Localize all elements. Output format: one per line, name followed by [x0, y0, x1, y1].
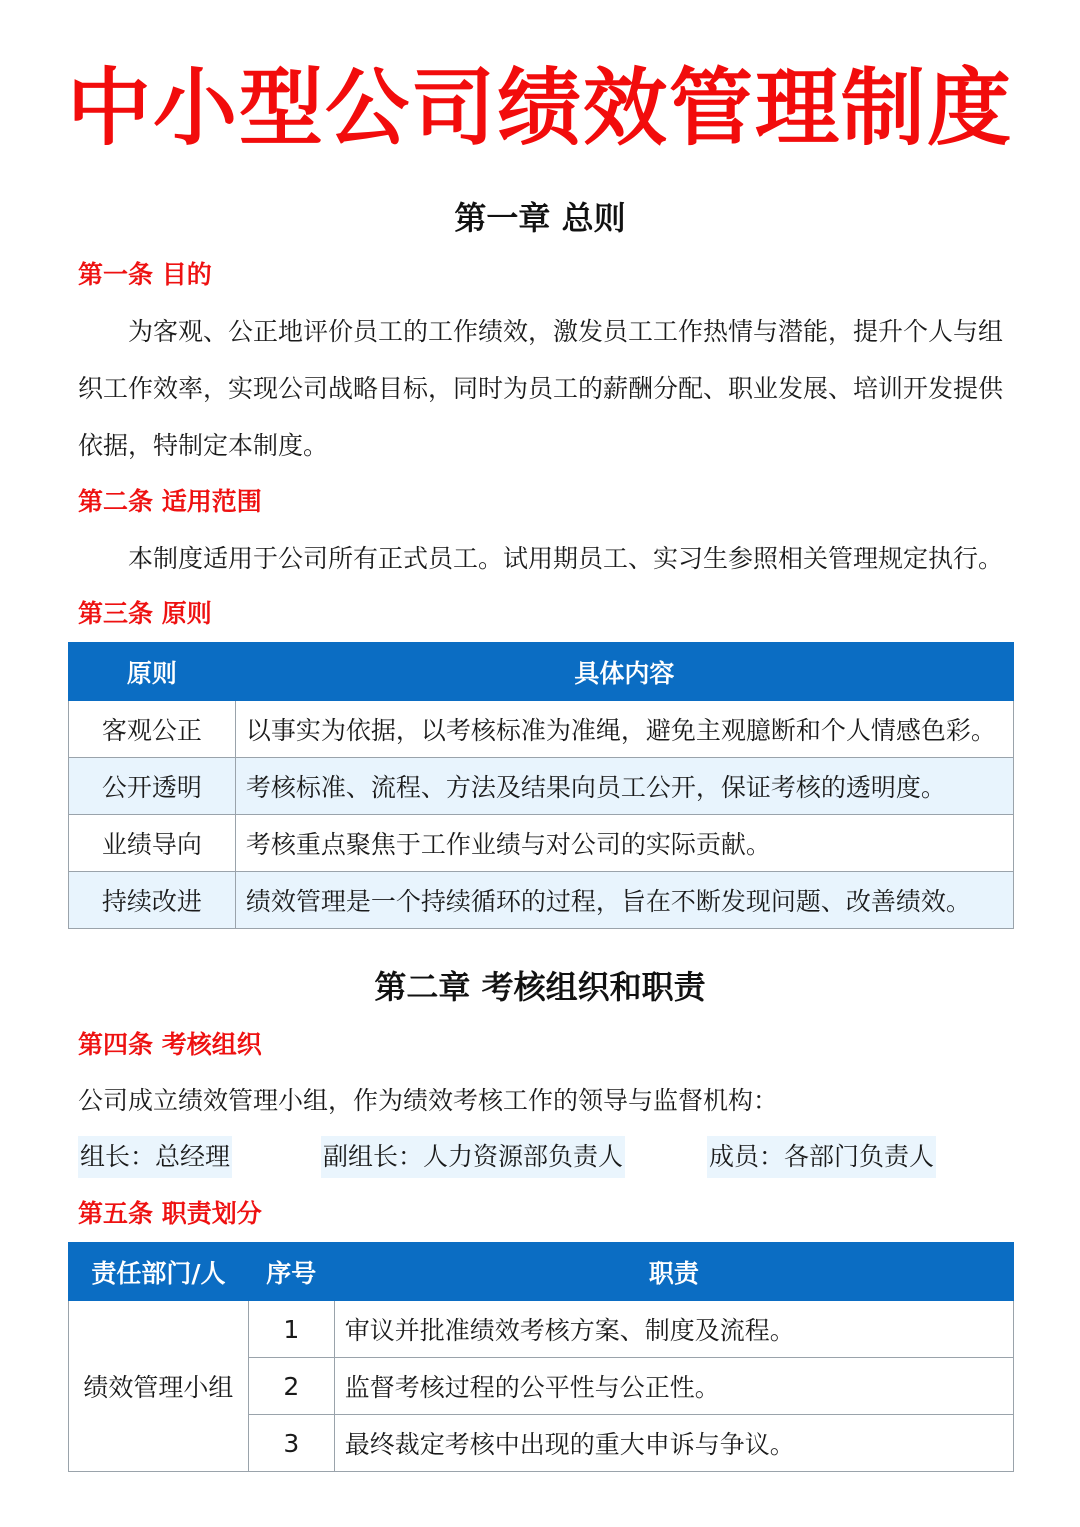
- article4-text: 公司成立绩效管理小组，作为绩效考核工作的领导与监督机构：: [78, 1086, 779, 1115]
- chapter2-heading: 第二章 考核组织和职责: [374, 968, 706, 1006]
- principle-content: 绩效管理是一个持续循环的过程，旨在不断发现问题、改善绩效。: [235, 872, 1013, 929]
- table-row: [69, 758, 1014, 815]
- responsibilities-table: [68, 1242, 1014, 1472]
- principle-content: 考核重点聚焦于工作业绩与对公司的实际贡献。: [235, 815, 1013, 872]
- member-leader: 组长：总经理: [78, 1136, 232, 1178]
- duty-number: 1: [248, 1301, 334, 1358]
- principles-header-content: 具体内容: [235, 643, 1013, 701]
- article2-text: 本制度适用于公司所有正式员工。试用期员工、实习生参照相关管理规定执行。: [128, 544, 1004, 573]
- principle-name: 公开透明: [69, 758, 236, 815]
- member-members: 成员：各部门负责人: [707, 1136, 936, 1178]
- principles-header-principle: 原则: [69, 643, 236, 701]
- principle-name: 持续改进: [69, 872, 236, 929]
- table-row: [69, 815, 1014, 872]
- table-row: [69, 701, 1014, 758]
- duty-text: 监督考核过程的公平性与公正性。: [334, 1358, 1013, 1415]
- article4-heading: 第四条 考核组织: [78, 1030, 262, 1059]
- table-row: [69, 1301, 1014, 1358]
- duty-text: 最终裁定考核中出现的重大申诉与争议。: [334, 1415, 1013, 1472]
- article5-heading: 第五条 职责划分: [78, 1199, 262, 1228]
- principle-content: 以事实为依据，以考核标准为准绳，避免主观臆断和个人情感色彩。: [235, 701, 1013, 758]
- responsibilities-header-number: 序号: [248, 1243, 334, 1301]
- principle-content: 考核标准、流程、方法及结果向员工公开，保证考核的透明度。: [235, 758, 1013, 815]
- responsible-group: 绩效管理小组: [69, 1301, 249, 1472]
- table-row: [69, 872, 1014, 929]
- document-title: 中小型公司绩效管理制度: [66, 59, 1013, 157]
- principles-header-row: [69, 643, 1014, 701]
- responsibilities-header-department: 责任部门/人: [69, 1243, 249, 1301]
- article1-heading: 第一条 目的: [78, 260, 212, 289]
- principle-name: 客观公正: [69, 701, 236, 758]
- principle-name: 业绩导向: [69, 815, 236, 872]
- group-members: [78, 1136, 1008, 1178]
- chapter1-heading: 第一章 总则: [454, 199, 626, 237]
- duty-number: 3: [248, 1415, 334, 1472]
- duty-number: 2: [248, 1358, 334, 1415]
- responsibilities-header-duty: 职责: [334, 1243, 1013, 1301]
- principles-table: [68, 642, 1014, 929]
- article3-heading: 第三条 原则: [78, 599, 212, 628]
- article2-heading: 第二条 适用范围: [78, 487, 262, 516]
- duty-text: 审议并批准绩效考核方案、制度及流程。: [334, 1301, 1013, 1358]
- member-deputy-leader: 副组长：人力资源部负责人: [321, 1136, 625, 1178]
- responsibilities-header-row: [69, 1243, 1014, 1301]
- article1-text: 为客观、公正地评价员工的工作绩效，激发员工工作热情与潜能，提升个人与组织工作效率，实现公司战略目标，同时为员工的薪酬分配、职业发展、培训开发提供依据，特制定本制度。: [78, 317, 1004, 460]
